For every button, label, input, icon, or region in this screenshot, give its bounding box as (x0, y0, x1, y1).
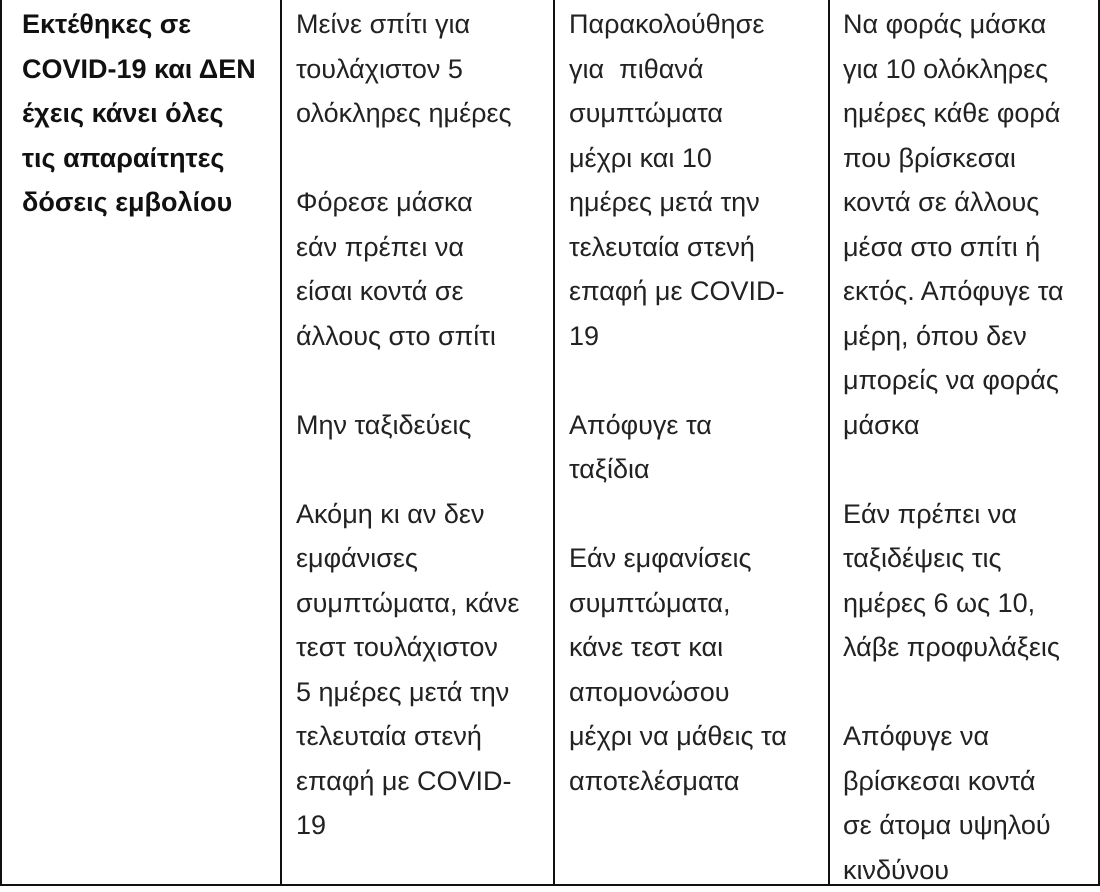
stay-home-text (296, 2, 550, 848)
text-line: μπορείς να φοράς (843, 358, 1099, 403)
text-line: Παρακολούθησε (569, 2, 825, 47)
text-line: εκτός. Απόφυγε τα (843, 269, 1099, 314)
text-line: επαφή με COVID- (296, 759, 550, 804)
text-line: 19 (296, 803, 550, 848)
text-line: τουλάχιστον 5 (296, 47, 550, 92)
text-line: Απόφυγε να (843, 714, 1099, 759)
text-line: Απόφυγε τα (569, 403, 825, 448)
text-line: αποτελέσματα (569, 759, 825, 804)
text-line: ημέρες μετά την (569, 180, 825, 225)
text-line: ταξιδέψεις τις (843, 536, 1099, 581)
row-heading (22, 2, 272, 225)
monitor-text (569, 2, 825, 803)
text-line: Να φοράς μάσκα (843, 2, 1099, 47)
text-line: τεστ τουλάχιστον (296, 625, 550, 670)
text-line: σε άτομα υψηλού (843, 803, 1099, 848)
mask-cell (830, 0, 1100, 884)
text-line: μέρη, όπου δεν (843, 314, 1099, 359)
text-line: μάσκα (843, 403, 1099, 448)
text-line: συμπτώματα, κάνε (296, 581, 550, 626)
text-line: ολόκληρες ημέρες (296, 91, 550, 136)
text-line: μέχρι και 10 (569, 136, 825, 181)
text-line: Φόρεσε μάσκα (296, 180, 550, 225)
text-line: συμπτώματα, (569, 581, 825, 626)
heading-line: Εκτέθηκες σε (22, 2, 272, 47)
text-line: κοντά σε άλλους (843, 180, 1099, 225)
text-line: Μείνε σπίτι για (296, 2, 550, 47)
text-line: λάβε προφυλάξεις (843, 625, 1099, 670)
text-line: ταξίδια (569, 447, 825, 492)
text-line: επαφή με COVID- (569, 269, 825, 314)
mask-text (843, 2, 1099, 892)
monitor-cell (555, 0, 830, 884)
text-line: που βρίσκεσαι (843, 136, 1099, 181)
text-line: βρίσκεσαι κοντά (843, 759, 1099, 804)
text-line: απομονώσου (569, 670, 825, 715)
text-line: είσαι κοντά σε (296, 269, 550, 314)
text-line: μέχρι να μάθεις τα (569, 714, 825, 759)
text-line: τελευταία στενή (569, 225, 825, 270)
text-line: κάνε τεστ και (569, 625, 825, 670)
text-line: εάν πρέπει να (296, 225, 550, 270)
heading-line: έχεις κάνει όλες (22, 91, 272, 136)
text-line: για 10 ολόκληρες (843, 47, 1099, 92)
heading-line: τις απαραίτητες (22, 136, 272, 181)
text-line: κινδύνου (843, 848, 1099, 892)
text-line: 5 ημέρες μετά την (296, 670, 550, 715)
heading-line: COVID-19 και ΔΕΝ (22, 47, 272, 92)
text-line: ημέρες κάθε φορά (843, 91, 1099, 136)
text-line: 19 (569, 314, 825, 359)
text-line: συμπτώματα (569, 91, 825, 136)
heading-line: δόσεις εμβολίου (22, 180, 272, 225)
text-line: Εάν εμφανίσεις (569, 536, 825, 581)
text-line: Ακόμη κι αν δεν (296, 492, 550, 537)
text-line: μέσα στο σπίτι ή (843, 225, 1099, 270)
text-line: Μην ταξιδεύεις (296, 403, 550, 448)
text-line: τελευταία στενή (296, 714, 550, 759)
text-line: άλλους στο σπίτι (296, 314, 550, 359)
text-line: ημέρες 6 ως 10, (843, 581, 1099, 626)
stay-home-cell (282, 0, 555, 884)
text-line: εμφάνισες (296, 536, 550, 581)
heading-cell (2, 0, 282, 884)
text-line: Εάν πρέπει να (843, 492, 1099, 537)
text-line: για πιθανά (569, 47, 825, 92)
